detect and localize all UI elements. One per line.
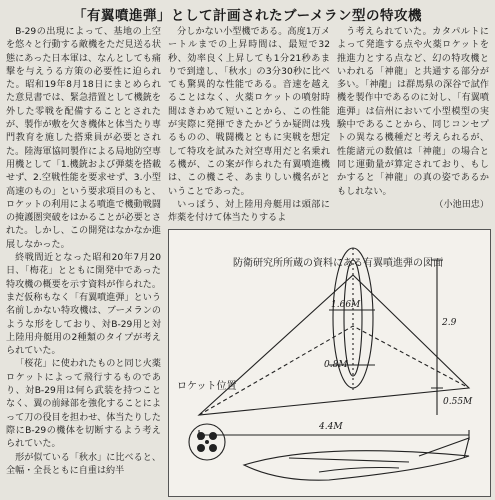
- text-column-1: [6, 26, 161, 496]
- paragraph: 分しかない小型機である。高度1万メートルまでの上昇時間は、最短で32秒、効率良く上昇しても1分21秒あまりで到達し、「秋水」の3分30秒に比べても驚異的な性能である。音速を越えることはなく、火薬ロケットの噴射時間はきわめて短いことから、この性能が実際に発揮できたかどうか疑問は残るものの、戦闘機とともに実戦を想定して特攻を試みた対空専用だと名乗れる機が、この案が作られた有翼噴進機は、この機こそ、あまりしい機名がということであった。: [168, 27, 330, 197]
- rocket-position-label: ロケット位置: [177, 381, 237, 392]
- chord-dimension-label: 0.8M: [324, 360, 348, 370]
- rocket-nozzle: [209, 444, 217, 452]
- paragraph: 終戦間近となった昭和20年7月20日、「梅花」とともに開発中であった特攻機の概要を示す資料が作られた。まだ仮称もなく「有翼噴進弾」という名前しかない特攻機は、ブーメランのような形をしており、対B-29用と対上陸用舟艇用の2種類のタイプが考えられていた。: [6, 253, 161, 357]
- width-dimension-label: 1.66M: [331, 300, 361, 310]
- article-title: 「有翼噴進弾」として計画されたブーメラン型の特攻機: [73, 8, 422, 24]
- height-dimension-label: 2.9: [442, 318, 457, 328]
- rocket-nozzle: [197, 432, 205, 440]
- text-column-3: [337, 26, 489, 216]
- rocket-nozzle: [197, 444, 205, 452]
- paragraph: B-29の出現によって、基地の上空を悠々と行動する敵機をただ見送る状態にあった日本軍は、なんとしても痛撃を与えうる方策の必要性に迫られた。昭和19年8月18日にまとめられた意見書では、緊急措置として機銃を外した零戦を配備することとされたが、製作が敷を欠き機体と体当たり専門教育を施した搭乗員が必要とされた。陸海軍協同製作による局地防空専用機として「1.機銃および弾薬を搭載せず、2.空戦性能を要求せず、3.小型高速のもの」という要求項目のもと、ロケットの利用による噴進で機動戦闘の掩護圏突破をはかることが必要とされた。しかし、この開発はなかなか進展しなかった。: [6, 27, 161, 250]
- text-column-2: [168, 26, 330, 224]
- figure-caption: 防衛研究所所蔵の資料にある有翼噴進弾の図面: [233, 258, 443, 269]
- paragraph: う考えられていた。カタパルトによって発進する点や火薬ロケットを推進力とする点など、幻の特攻機といわれる「神龍」と共通する部分が多い。「神龍」は群馬県の深谷で試作機を製作中であるのに対し、「有翼噴進弾」は信州において小型模型の実験中であることから、同じコンセプトの異なる機種だと考えられるが、性能諸元の数値は「神龍」の場合と同じ運動量が算定されており、もしかすると「神龍」の真の姿であるかもしれない。: [337, 27, 489, 197]
- rocket-nozzle: [209, 432, 217, 440]
- span-dimension-label: 4.4M: [319, 422, 343, 432]
- rocket-nozzle: [205, 440, 209, 444]
- technical-drawing-figure: [168, 229, 491, 497]
- paragraph: いっぽう、対上陸用舟艇用は頭部に炸薬を付けて体当たりするよ: [168, 199, 330, 224]
- paragraph: 「桜花」に使われたものと同じ火薬ロケットによって飛行するものであり、対B-29用は何ら武装を持つことなく、翼の前縁部を強化することによって刀の役目を担わせ、体当たりした際にB-29の機体を切断するよう考えられていた。: [6, 359, 161, 450]
- small-dimension-label: 0.55M: [443, 397, 473, 407]
- author-credit: （小池田忠）: [434, 199, 489, 210]
- paragraph: 形が似ている「秋水」に比べると、全幅・全長ともに自重は約半: [6, 452, 161, 476]
- side-view-fuselage: [244, 451, 469, 481]
